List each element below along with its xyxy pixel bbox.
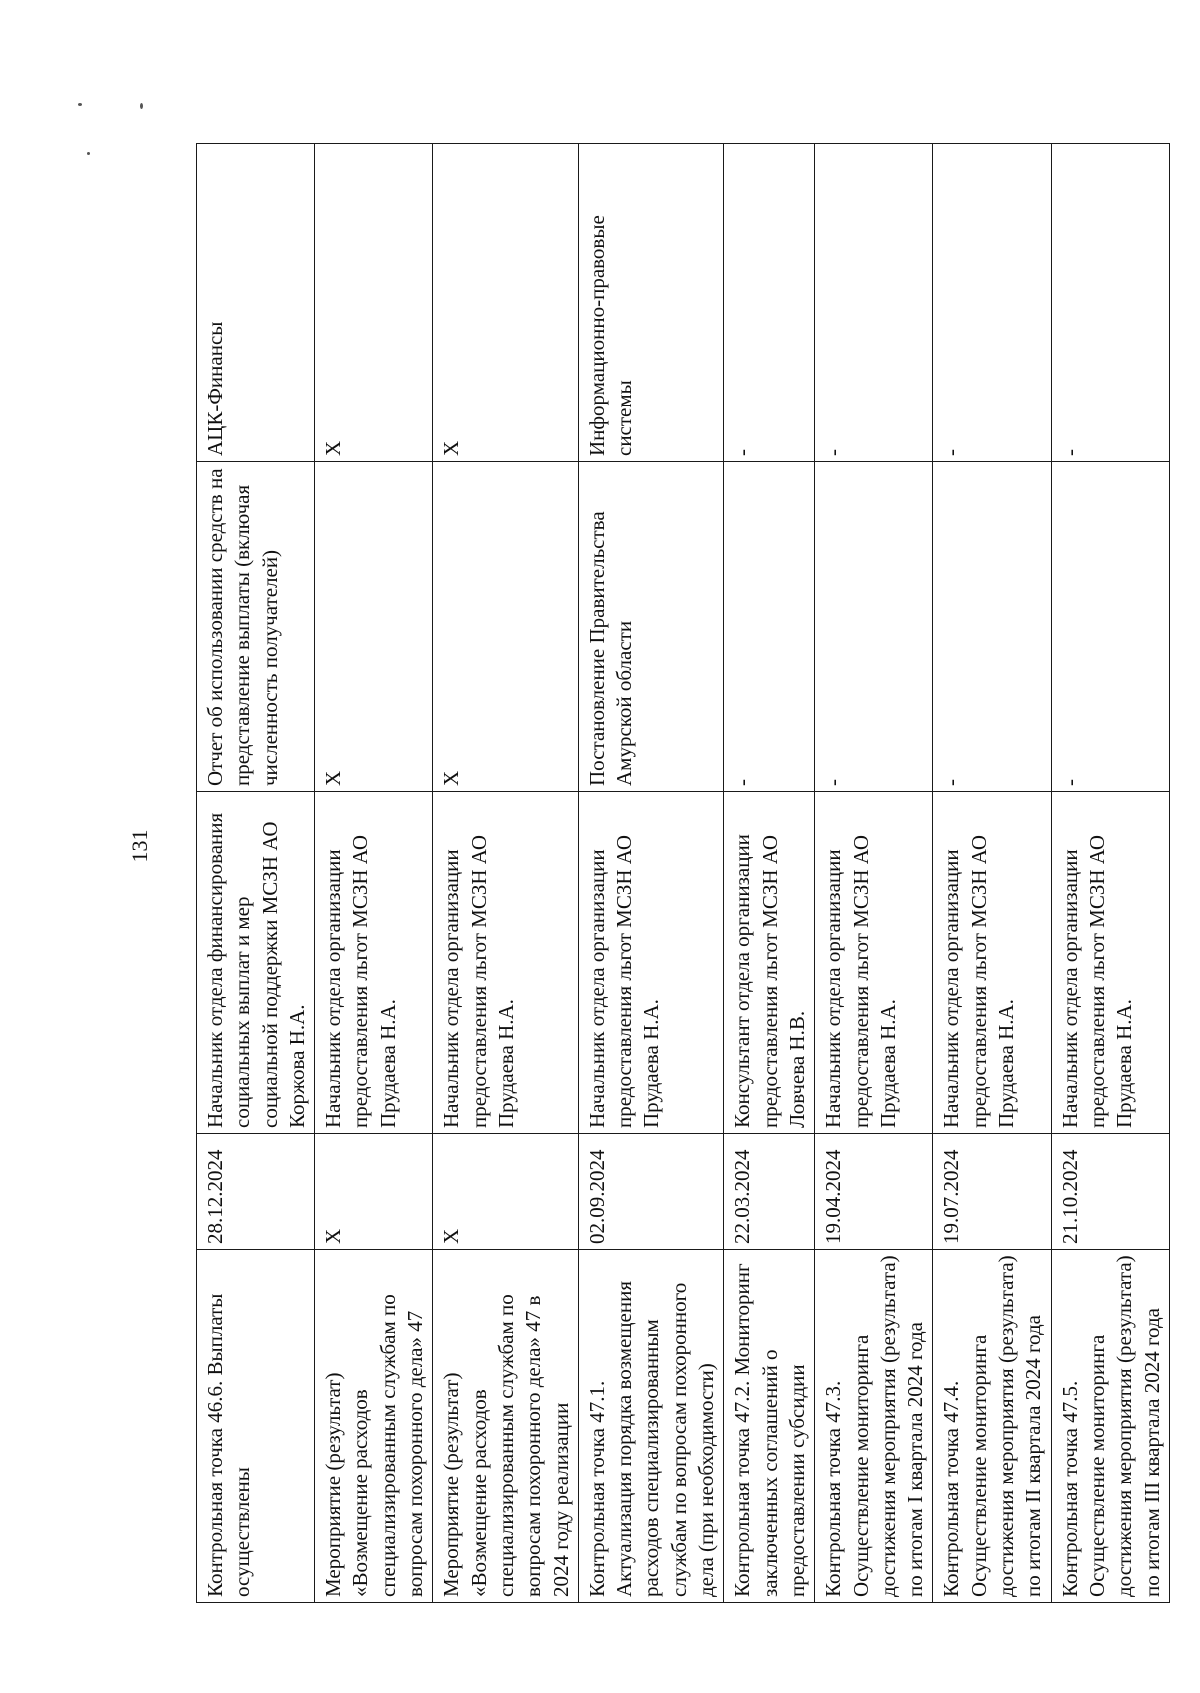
responsible-cell: Начальник отдела организации предоставления льгот МСЗН АО Прудаева Н.А.: [315, 792, 433, 1134]
document-cell: -: [933, 462, 1051, 792]
event-title-cell: Контрольная точка 47.1. Актуализация порядка возмещения расходов специализированным службам по вопросам похоронного дела (при необходимости): [578, 1250, 723, 1603]
responsible-cell: Начальник отдела организации предоставления льгот МСЗН АО Прудаева Н.А.: [933, 792, 1051, 1134]
information-system-cell: -: [815, 144, 933, 462]
responsible-cell: Консультант отдела организации предоставления льгот МСЗН АО Ловчева Н.В.: [724, 792, 815, 1134]
table-row: [1051, 144, 1169, 1603]
deadline-cell: 22.03.2024: [724, 1134, 815, 1250]
document-cell: Постановление Правительства Амурской области: [578, 462, 723, 792]
deadline-cell: 19.07.2024: [933, 1134, 1051, 1250]
information-system-cell: X: [315, 144, 433, 462]
table-row: [197, 144, 315, 1603]
responsible-cell: Начальник отдела организации предоставления льгот МСЗН АО Прудаева Н.А.: [815, 792, 933, 1134]
scan-speck: [78, 103, 82, 106]
information-system-cell: Информационно-правовые системы: [578, 144, 723, 462]
deadline-cell: 21.10.2024: [1051, 1134, 1169, 1250]
document-cell: X: [433, 462, 578, 792]
table-row: [933, 144, 1051, 1603]
event-title-cell: Контрольная точка 47.3. Осуществление мониторинга достижения мероприятия (результата) по итогам I квартала 2024 года: [815, 1250, 933, 1603]
event-title-cell: Контрольная точка 47.5. Осуществление мониторинга достижения мероприятия (результата) по итогам III квартала 2024 года: [1051, 1250, 1169, 1603]
information-system-cell: X: [433, 144, 578, 462]
page-number: 131: [127, 829, 152, 863]
deadline-cell: 02.09.2024: [578, 1134, 723, 1250]
information-system-cell: -: [1051, 144, 1169, 462]
deadline-cell: X: [433, 1134, 578, 1250]
deadline-cell: 28.12.2024: [197, 1134, 315, 1250]
responsible-cell: Начальник отдела организации предоставления льгот МСЗН АО Прудаева Н.А.: [578, 792, 723, 1134]
deadline-cell: 19.04.2024: [815, 1134, 933, 1250]
document-cell: -: [1051, 462, 1169, 792]
responsible-cell: Начальник отдела организации предоставления льгот МСЗН АО Прудаева Н.А.: [433, 792, 578, 1134]
document-cell: -: [724, 462, 815, 792]
table-row: [433, 144, 578, 1603]
responsible-cell: Начальник отдела финансирования социальных выплат и мер социальной поддержки МСЗН АО Коржова Н.А.: [197, 792, 315, 1134]
event-title-cell: Мероприятие (результат) «Возмещение расходов специализированным службам по вопросам похоронного дела» 47: [315, 1250, 433, 1603]
information-system-cell: -: [933, 144, 1051, 462]
table-row: [815, 144, 933, 1603]
rotated-table-container: [196, 144, 1164, 1603]
responsible-cell: Начальник отдела организации предоставления льгот МСЗН АО Прудаева Н.А.: [1051, 792, 1169, 1134]
scan-speck: [87, 152, 90, 155]
event-title-cell: Мероприятие (результат) «Возмещение расходов специализированным службам по вопросам похоронного дела» 47 в 2024 году реализации: [433, 1250, 578, 1603]
document-cell: Отчет об использовании средств на представление выплаты (включая численность получателей): [197, 462, 315, 792]
event-title-cell: Контрольная точка 46.6. Выплаты осуществлены: [197, 1250, 315, 1603]
information-system-cell: -: [724, 144, 815, 462]
scan-speck: [140, 103, 143, 109]
information-system-cell: АЦК-Финансы: [197, 144, 315, 462]
deadline-cell: X: [315, 1134, 433, 1250]
control-points-table: [196, 143, 1170, 1603]
table-row: [315, 144, 433, 1603]
event-title-cell: Контрольная точка 47.2. Мониторинг заключенных соглашений о предоставлении субсидии: [724, 1250, 815, 1603]
table-row: [724, 144, 815, 1603]
table-row: [578, 144, 723, 1603]
document-cell: X: [315, 462, 433, 792]
document-cell: -: [815, 462, 933, 792]
event-title-cell: Контрольная точка 47.4. Осуществление мониторинга достижения мероприятия (результата) по итогам II квартала 2024 года: [933, 1250, 1051, 1603]
